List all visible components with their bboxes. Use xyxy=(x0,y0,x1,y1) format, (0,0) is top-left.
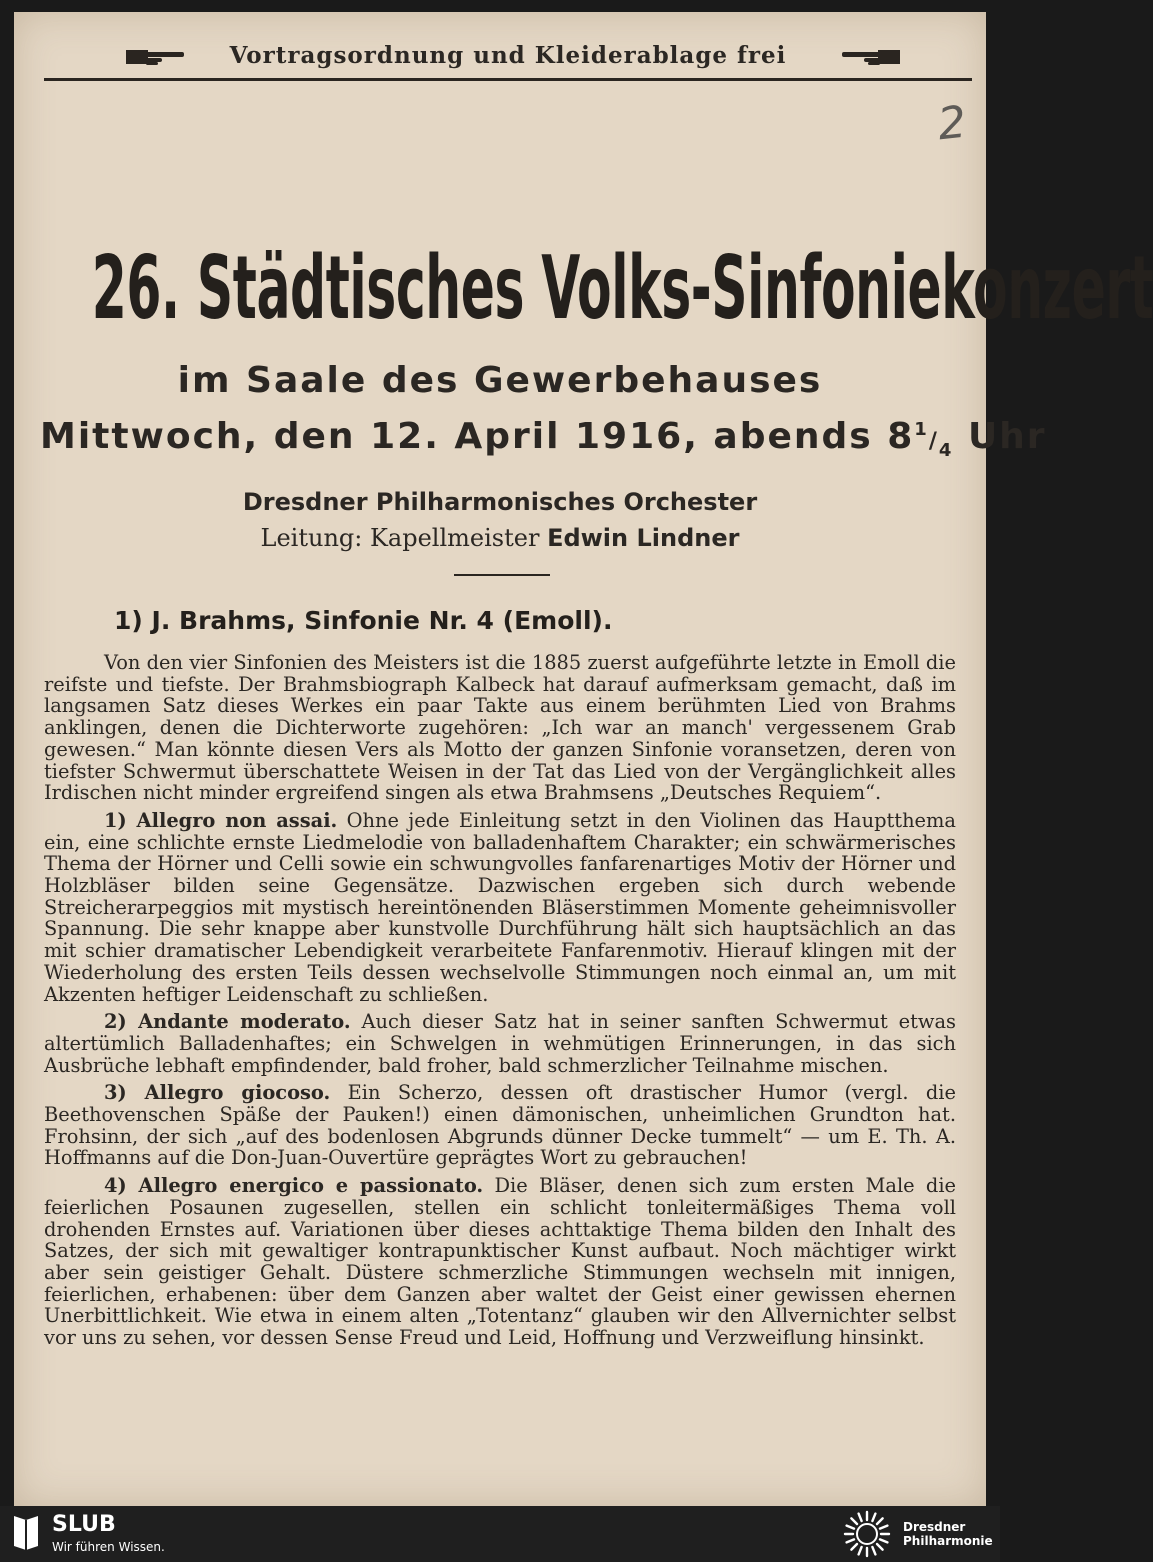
partner-name-line2[interactable]: Philharmonie xyxy=(903,1534,993,1548)
paragraph-movement-1 xyxy=(44,810,956,1005)
concert-title: 26. Städtisches Volks-Sinfoniekonzert xyxy=(91,238,1153,340)
date-fraction-denominator: 4 xyxy=(938,440,954,462)
slub-tagline: Wir führen Wissen. xyxy=(52,1540,165,1554)
slub-name[interactable]: SLUB xyxy=(52,1512,116,1537)
date-fraction-numerator: 1 xyxy=(914,419,929,440)
program-notes xyxy=(44,652,956,1355)
paragraph-intro xyxy=(44,652,956,804)
date-fraction-slash: / xyxy=(928,429,939,454)
paragraph-text: Ohne jede Einleitung setzt in den Violinen das Hauptthema ein, eine schlichte ernste Liedmelodie von balladenhaftem Charakter; ein schwärmerisches Thema der Hörner und Celli sowie ein schwungvolles fanfarenartiges Motiv der Hörner und Holzbläser bilden seine Gegensätze. Dazwischen ergeben sich durch webende Streicherarpeggios mit mystisch hereintönenden Bläserstimmen Momente geheimnisvoller Spannung. Die sehr knappe aber kunstvolle Durchführung hält sich hauptsächlich an das mit schier dramatischer Lebendigkeit verarbeitete Fanfarenmotiv. Hierauf klingen mit der Wiederholung des ersten Teils dessen wechselvolle Stimmungen noch einmal an, um mit Akzenten heftiger Leidenschaft zu schließen. xyxy=(44,808,956,1006)
sunburst-logo-icon[interactable] xyxy=(843,1510,891,1558)
date-main: Mittwoch, den 12. April 1916, abends 8 xyxy=(40,416,915,457)
piece-title: 1) J. Brahms, Sinfonie Nr. 4 (Emoll). xyxy=(114,606,613,635)
divider xyxy=(454,574,550,576)
paragraph-text: Von den vier Sinfonien des Meisters ist die 1885 zuerst aufgeführte letzte in Emoll die reifste und tiefste. Der Brahmsbiograph Kalbeck hat darauf aufmerksam gemacht, daß im langsamen Satz dieses Werkes ein paar Takte aus einem berühmten Lied von Brahms anklingen, denen die Dichterworte zugehören: „Ich war an manch' vergessenem Grab gewesen.“ Man könnte diesen Vers als Motto der ganzen Sinfonie voransetzen, deren von tiefster Schwermut überschattete Weisen in der Tat das Lied von der Vergänglichkeit alles Irdischen nicht minder ergreifend singen als etwa Brahmsens „Deutsches Requiem“. xyxy=(44,651,956,805)
paragraph-text: Auch dieser Satz hat in seiner sanften Schwermut etwas altertümlich Balladenhaftes; ein Schwelgen in wehmütigen Erinnerungen, in das sich Ausbrüche lebhaft empfindender, bald froher, bald schmerzlicher Teilnahme mischen. xyxy=(44,1010,956,1077)
paragraph-heading: 2) Andante moderato. xyxy=(104,1010,351,1034)
venue-line: im Saale des Gewerbehauses xyxy=(177,360,823,401)
pointing-hand-left-icon xyxy=(840,46,900,68)
paragraph-heading: 1) Allegro non assai. xyxy=(104,808,338,832)
paragraph-text: Ein Scherzo, dessen oft drastischer Humor (vergl. die Beethovenschen Späße der Pauken!) einen dämonischen, unheimlichen Grundton hat. Frohsinn, der sich „auf des bodenlosen Abgrunds dünner Decke tummelt“ — um E. Th. A. Hoffmanns auf die Don-Juan-Ouvertüre geprägtes Wort zu gebrauchen! xyxy=(44,1081,956,1170)
date-tail: Uhr xyxy=(953,416,1047,457)
partner-name-line1[interactable]: Dresdner xyxy=(903,1520,966,1534)
header-bar xyxy=(44,34,972,81)
conductor-label: Leitung: Kapellmeister xyxy=(260,524,540,552)
paragraph-text: Die Bläser, denen sich zum ersten Male die feierlichen Posaunen zugesellen, stellen ein schlicht tonleitermäßiges Thema voll drohenden Ernstes auf. Variationen über dieses achttaktige Thema bilden den Inhalt des Satzes, der sich mit gewaltiger kontrapunktischer Kunst aufbaut. Noch mächtiger wirkt aber sein geistiger Gehalt. Düstere schmerzliche Stimmungen wechseln mit innigen, feierlichen, erhabenen: über dem Ganzen aber waltet der Geist einer gewissen ehernen Unerbittlichkeit. Wie etwa in einem alten „Totentanz“ glauben wir den Allvernichter selbst vor uns zu sehen, vor dessen Sense Freud und Leid, Hoffnung und Verzweiflung hinsinkt. xyxy=(44,1174,956,1350)
paragraph-movement-3 xyxy=(44,1082,956,1169)
page-number: 2 xyxy=(935,96,969,151)
paragraph-heading: 3) Allegro giocoso. xyxy=(104,1081,331,1105)
paragraph-heading: 4) Allegro energico e passionato. xyxy=(104,1174,484,1198)
conductor-line xyxy=(14,524,986,552)
document-page xyxy=(14,12,1153,1506)
header-text: Vortragsordnung und Kleiderablage frei xyxy=(229,42,787,69)
orchestra-name: Dresdner Philharmonisches Orchester xyxy=(242,488,758,516)
paragraph-movement-4 xyxy=(44,1175,956,1349)
book-logo-icon[interactable] xyxy=(12,1512,40,1552)
conductor-name: Edwin Lindner xyxy=(547,524,740,552)
date-line xyxy=(40,416,1047,462)
paragraph-movement-2 xyxy=(44,1011,956,1076)
footer-bar xyxy=(0,1506,1000,1562)
